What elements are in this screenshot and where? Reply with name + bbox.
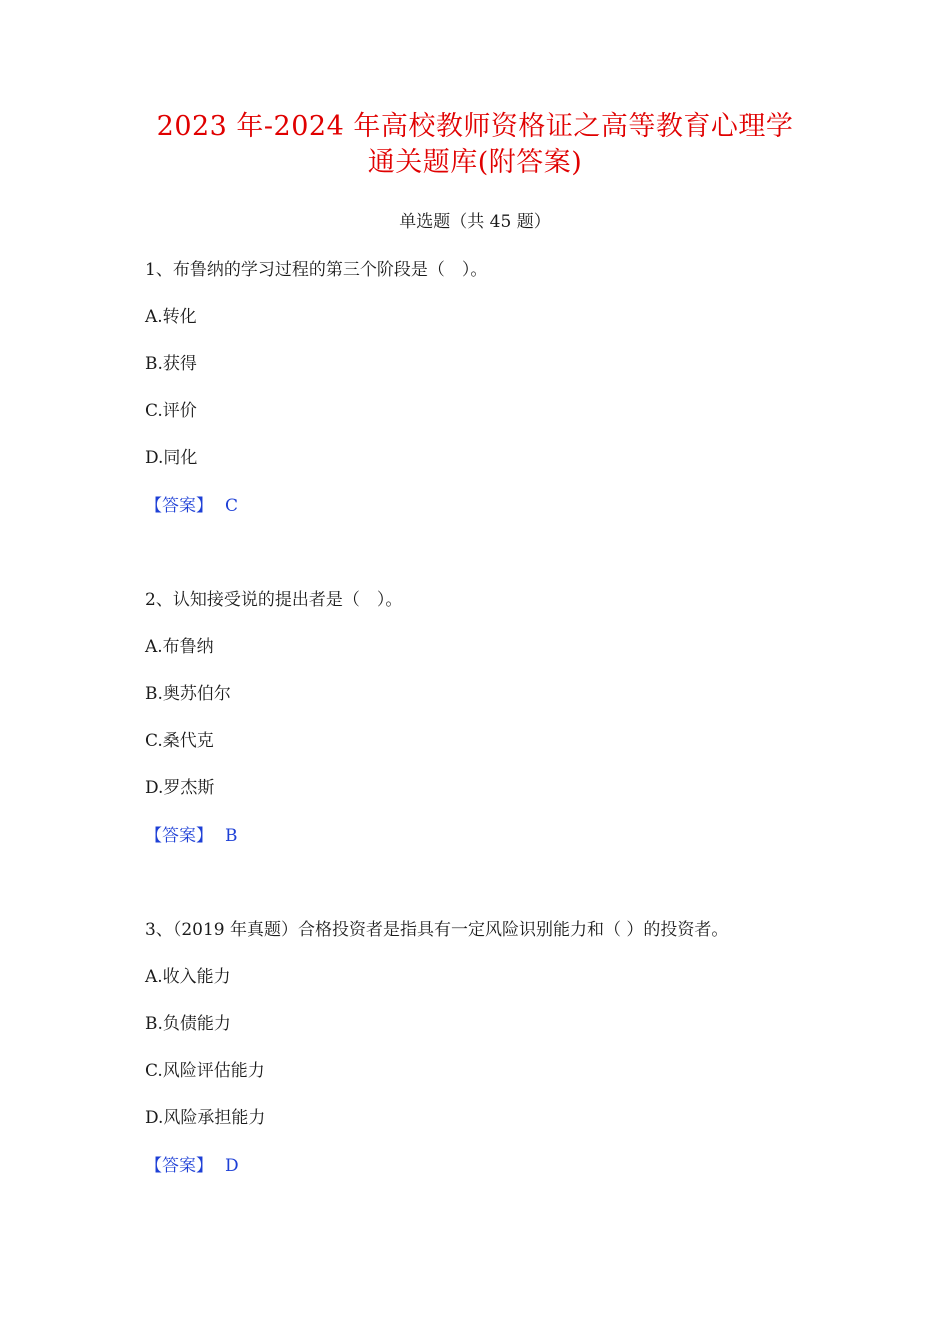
- question-2-option-c: C.桑代克: [145, 731, 214, 751]
- answer-label: 【答案】: [145, 1156, 213, 1176]
- question-2-option-a: A.布鲁纳: [145, 637, 214, 657]
- question-1-stem: 1、布鲁纳的学习过程的第三个阶段是（ ）。: [145, 260, 488, 280]
- answer-value: D: [225, 1156, 239, 1176]
- question-3-option-b: B.负债能力: [145, 1014, 231, 1034]
- question-1-answer: [145, 494, 238, 518]
- question-3-option-a: A.收入能力: [145, 967, 231, 987]
- question-2-option-b: B.奥苏伯尔: [145, 684, 231, 704]
- answer-value: B: [225, 826, 238, 846]
- answer-label: 【答案】: [145, 826, 213, 846]
- question-2-stem: 2、认知接受说的提出者是（ ）。: [145, 590, 403, 610]
- question-2-answer: [145, 824, 238, 848]
- answer-value: C: [225, 496, 239, 516]
- question-2-option-d: D.罗杰斯: [145, 778, 215, 798]
- document-title-line-2: 通关题库(附答案): [367, 147, 583, 178]
- document-title-line-1: 2023 年-2024 年高校教师资格证之高等教育心理学: [156, 111, 794, 142]
- section-heading: 单选题（共 45 题）: [399, 212, 551, 232]
- question-1-option-b: B.获得: [145, 354, 197, 374]
- question-3-answer: [145, 1154, 239, 1178]
- question-3-stem: 3、（2019 年真题）合格投资者是指具有一定风险识别能力和（ ）的投资者。: [145, 920, 729, 940]
- question-1-option-a: A.转化: [145, 307, 197, 327]
- answer-label: 【答案】: [145, 496, 213, 516]
- question-3-option-c: C.风险评估能力: [145, 1061, 265, 1081]
- question-1-option-c: C.评价: [145, 401, 197, 421]
- question-3-option-d: D.风险承担能力: [145, 1108, 266, 1128]
- question-1-option-d: D.同化: [145, 448, 198, 468]
